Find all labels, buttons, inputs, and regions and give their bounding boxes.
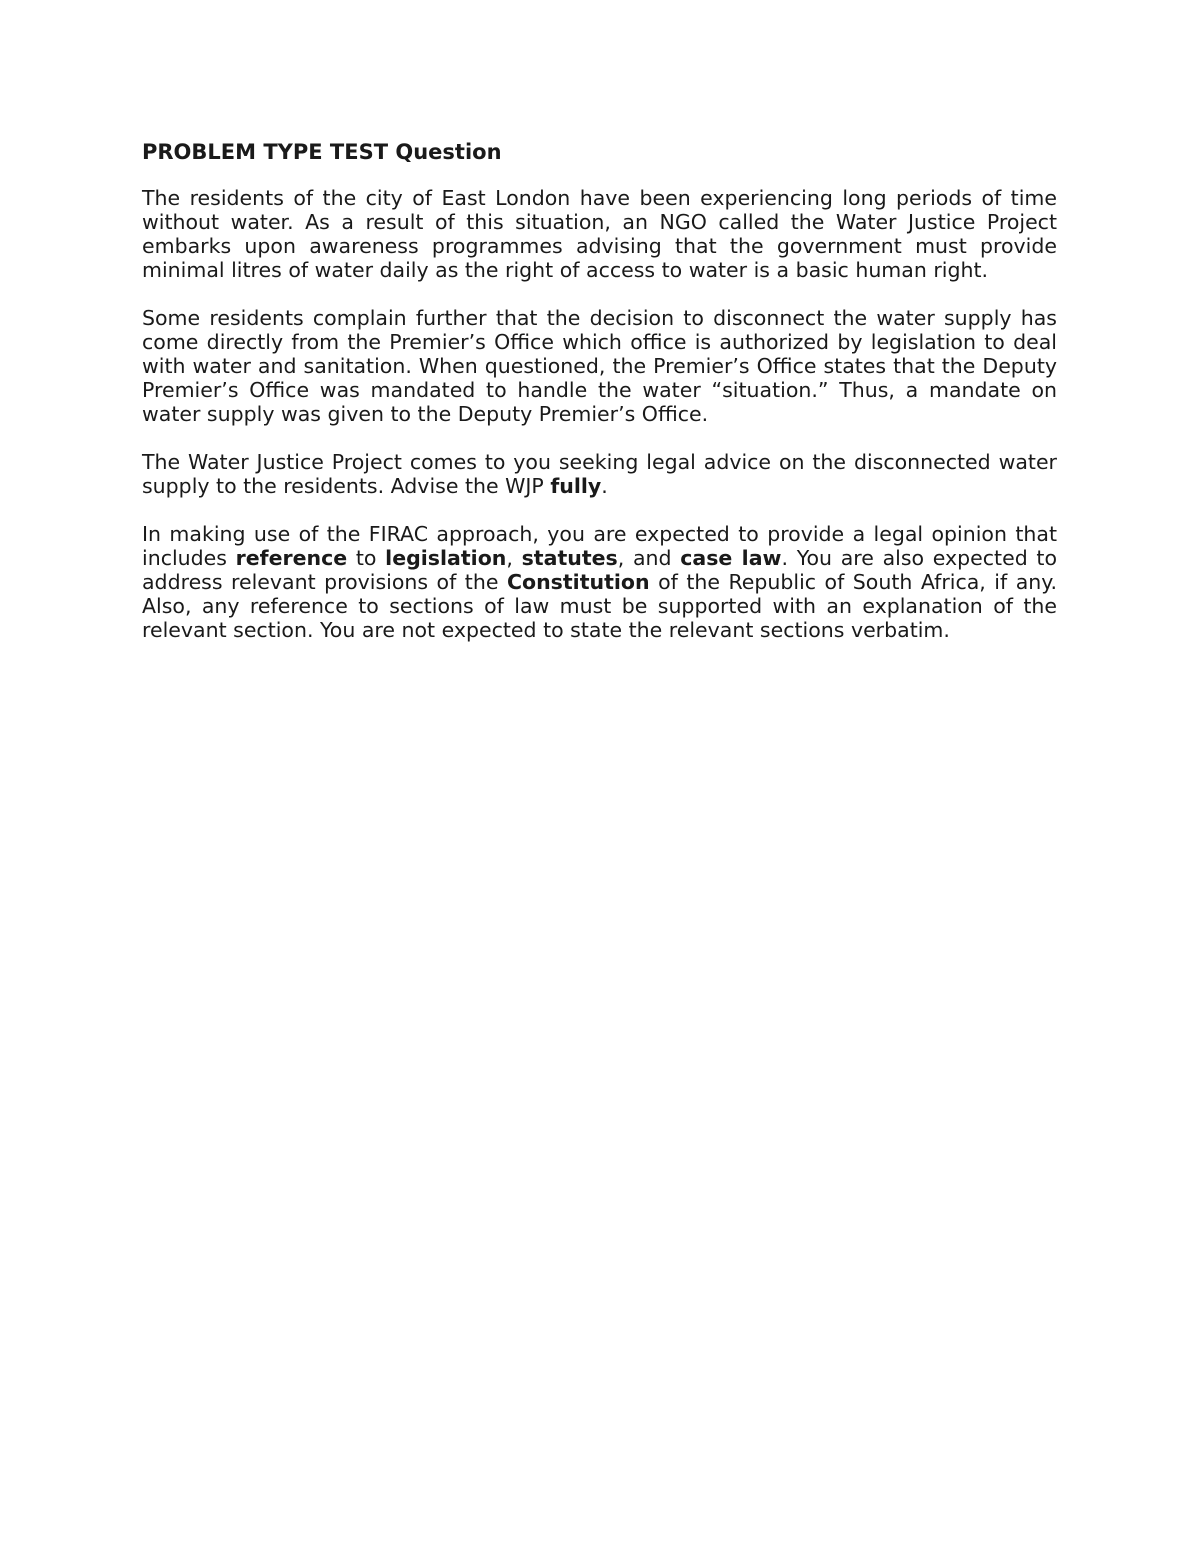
emphasis-reference: reference xyxy=(235,546,348,570)
emphasis-case-law: case law xyxy=(680,546,782,570)
paragraph-complaint: Some residents complain further that the decision to disconnect the water supply has come directly from the Premier’s Office which office is authorized by legislation to deal with water and sanitation. When questioned, the Premier’s Office states that the Deputy Premier’s Office was mandated to handle the water “situation.” Thus, a mandate on water supply was given to the Deputy Premier’s Office. xyxy=(142,306,1057,426)
text-span: , and xyxy=(617,546,681,570)
text-span: . xyxy=(601,474,608,498)
document-body xyxy=(142,140,1057,666)
paragraph-advice-request xyxy=(142,450,1057,498)
text-span: to xyxy=(347,546,386,570)
emphasis-fully: fully xyxy=(550,474,602,498)
paragraph-background: The residents of the city of East London have been experiencing long periods of time without water. As a result of this situation, an NGO called the Water Justice Project embarks upon awareness programmes advising that the government must provide minimal litres of water daily as the right of access to water is a basic human right. xyxy=(142,186,1057,282)
text-span: . You are also expected to address relevant provisions of the xyxy=(142,546,1057,594)
page-title: PROBLEM TYPE TEST Question xyxy=(142,140,502,164)
emphasis-legislation: legislation xyxy=(385,546,507,570)
text-span: In making use of the FIRAC approach, you are expected to provide a legal opinion that includes xyxy=(142,522,1057,570)
text-span: , xyxy=(506,546,522,570)
emphasis-constitution: Constitution xyxy=(506,570,650,594)
text-span: of the Republic of South Africa, if any. Also, any reference to sections of law must be supported with an explanation of the relevant section. You are not expected to state the relevant sections verbatim. xyxy=(142,570,1057,642)
paragraph-instructions xyxy=(142,522,1057,642)
emphasis-statutes: statutes xyxy=(521,546,618,570)
text-span: The Water Justice Project comes to you seeking legal advice on the disconnected water supply to the residents. Advise the WJP xyxy=(142,450,1057,498)
